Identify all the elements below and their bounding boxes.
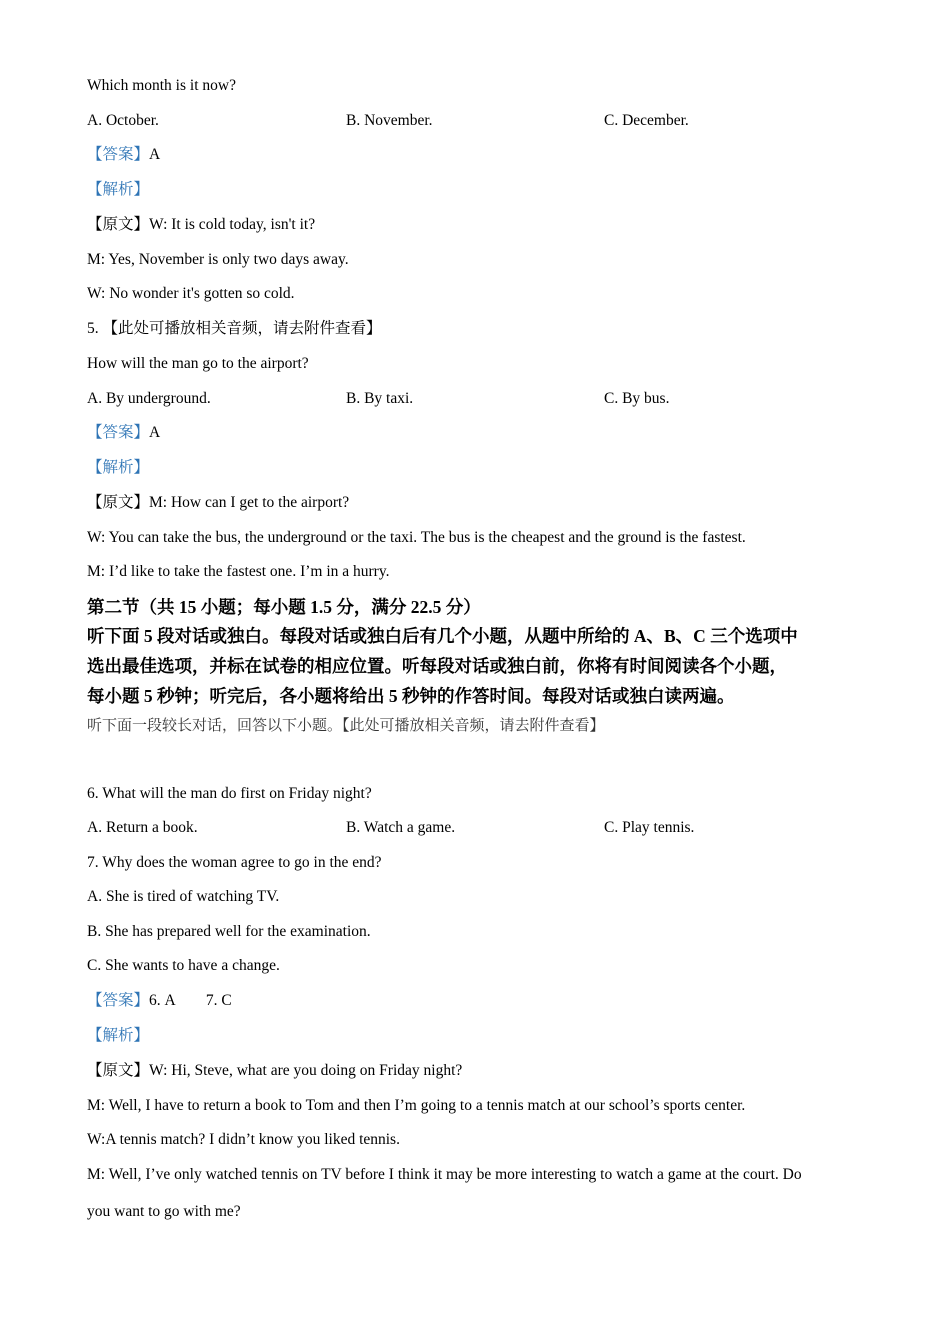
q5-script-line: M: I’d like to take the fastest one. I’m in a hurry. (87, 563, 390, 580)
q5-analysis-tag: 【解析】 (87, 459, 150, 476)
section-heading: 第二节（共 15 小题；每小题 1.5 分，满分 22.5 分） (87, 597, 481, 617)
q5-script-line (87, 493, 349, 513)
q4-option-b: B. November. (346, 112, 433, 129)
answer-value: A (149, 146, 161, 163)
q5-question: How will the man go to the airport? (87, 355, 309, 372)
q6-question: 6. What will the man do first on Friday night? (87, 785, 372, 802)
q5-script-line: W: You can take the bus, the underground or the taxi. The bus is the cheapest and the ground is the fastest. (87, 529, 746, 546)
q4-answer (87, 145, 160, 165)
q4-analysis-tag: 【解析】 (87, 181, 150, 198)
script-tag: 【原文】 (87, 494, 150, 511)
q5-option-b: B. By taxi. (346, 390, 414, 407)
q7-option-a: A. She is tired of watching TV. (87, 888, 280, 905)
q5-number-line: 5. 【此处可播放相关音频，请去附件查看】 (87, 320, 382, 337)
q6-option-a: A. Return a book. (87, 819, 198, 836)
q67-analysis-tag: 【解析】 (87, 1027, 150, 1044)
section-intro: 听下面一段较长对话，回答以下小题。【此处可播放相关音频，请去附件查看】 (87, 718, 605, 734)
section-instructions: 听下面 5 段对话或独白。每段对话或独白后有几个小题，从题中所给的 A、B、C 三个选项中 (87, 626, 798, 646)
answer-value: 6. A 7. C (149, 992, 232, 1009)
answer-tag: 【答案】 (87, 992, 150, 1009)
answer-tag: 【答案】 (87, 146, 150, 163)
q4-option-a: A. October. (87, 112, 159, 129)
q5-option-c: C. By bus. (604, 390, 670, 407)
q4-question: Which month is it now? (87, 77, 236, 94)
q7-option-b: B. She has prepared well for the examination. (87, 923, 371, 940)
q4-script-line: W: No wonder it's gotten so cold. (87, 285, 295, 302)
q67-script-line: M: Well, I’ve only watched tennis on TV before I think it may be more interesting to watch a game at the court. Do (87, 1166, 802, 1183)
script-text: W: It is cold today, isn't it? (149, 216, 316, 233)
q4-script-line (87, 215, 315, 235)
q67-script-line (87, 1061, 462, 1081)
q7-question: 7. Why does the woman agree to go in the end? (87, 854, 382, 871)
q67-script-line: W:A tennis match? I didn’t know you liked tennis. (87, 1131, 400, 1148)
section-instructions: 每小题 5 秒钟；听完后，各小题将给出 5 秒钟的作答时间。每段对话或独白读两遍。 (87, 686, 735, 706)
script-text: W: Hi, Steve, what are you doing on Friday night? (149, 1062, 463, 1079)
q7-option-c: C. She wants to have a change. (87, 957, 280, 974)
q4-option-c: C. December. (604, 112, 689, 129)
q67-script-line: M: Well, I have to return a book to Tom and then I’m going to a tennis match at our school’s sports center. (87, 1097, 746, 1114)
q67-answer (87, 991, 232, 1011)
answer-tag: 【答案】 (87, 424, 150, 441)
q6-option-c: C. Play tennis. (604, 819, 695, 836)
q5-answer (87, 423, 160, 443)
q67-script-line: you want to go with me? (87, 1203, 241, 1220)
q5-option-a: A. By underground. (87, 390, 211, 407)
script-text: M: How can I get to the airport? (149, 494, 350, 511)
q4-script-line: M: Yes, November is only two days away. (87, 251, 349, 268)
answer-value: A (149, 424, 161, 441)
q6-option-b: B. Watch a game. (346, 819, 456, 836)
section-instructions: 选出最佳选项，并标在试卷的相应位置。听每段对话或独白前，你将有时间阅读各个小题， (87, 656, 787, 676)
script-tag: 【原文】 (87, 216, 150, 233)
script-tag: 【原文】 (87, 1062, 150, 1079)
